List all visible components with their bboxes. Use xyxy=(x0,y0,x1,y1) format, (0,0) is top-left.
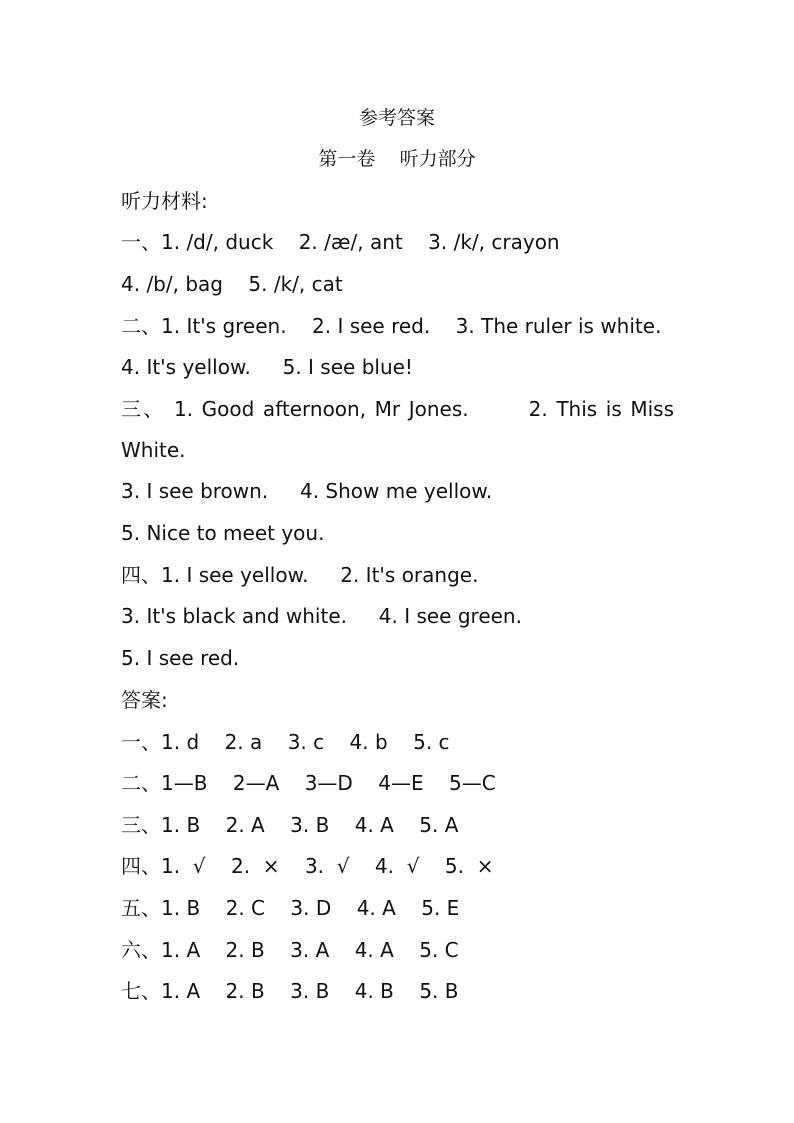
listening-line: 4. It's yellow. 5. I see blue! xyxy=(121,355,413,379)
listening-line: 5. I see red. xyxy=(121,646,240,670)
listening-line: 四、1. I see yellow. 2. It's orange. xyxy=(121,563,479,587)
listening-line: 3. I see brown. 4. Show me yellow. xyxy=(121,479,493,503)
answer-line: 七、1. A 2. B 3. B 4. B 5. B xyxy=(121,979,459,1003)
listening-line: 3. It's black and white. 4. I see green. xyxy=(121,604,522,628)
listening-line: 4. /b/, bag 5. /k/, cat xyxy=(121,272,343,296)
page-title: 参考答案 xyxy=(358,107,435,129)
listening-line: White. xyxy=(121,438,186,462)
answer-line: 一、1. d 2. a 3. c 4. b 5. c xyxy=(121,730,450,754)
answer-line: 五、1. B 2. C 3. D 4. A 5. E xyxy=(121,896,460,920)
listening-line: 一、1. /d/, duck 2. /æ/, ant 3. /k/, crayon xyxy=(121,230,560,254)
answers-heading: 答案: xyxy=(121,688,168,712)
answer-line: 四、1. √ 2. × 3. √ 4. √ 5. × xyxy=(121,854,494,878)
listening-line: 二、1. It's green. 2. I see red. 3. The ruler is white. xyxy=(121,314,662,338)
answer-line: 三、1. B 2. A 3. B 4. A 5. A xyxy=(121,813,459,837)
answer-line: 二、1—B 2—A 3—D 4—E 5—C xyxy=(121,771,496,795)
listening-line: 5. Nice to meet you. xyxy=(121,521,325,545)
listening-heading: 听力材料: xyxy=(121,189,208,213)
answer-line: 六、1. A 2. B 3. A 4. A 5. C xyxy=(121,938,459,962)
listening-line: 三、 1. Good afternoon, Mr Jones. 2. This is Miss xyxy=(121,397,674,421)
section-subtitle: 第一卷 听力部分 xyxy=(318,148,476,170)
